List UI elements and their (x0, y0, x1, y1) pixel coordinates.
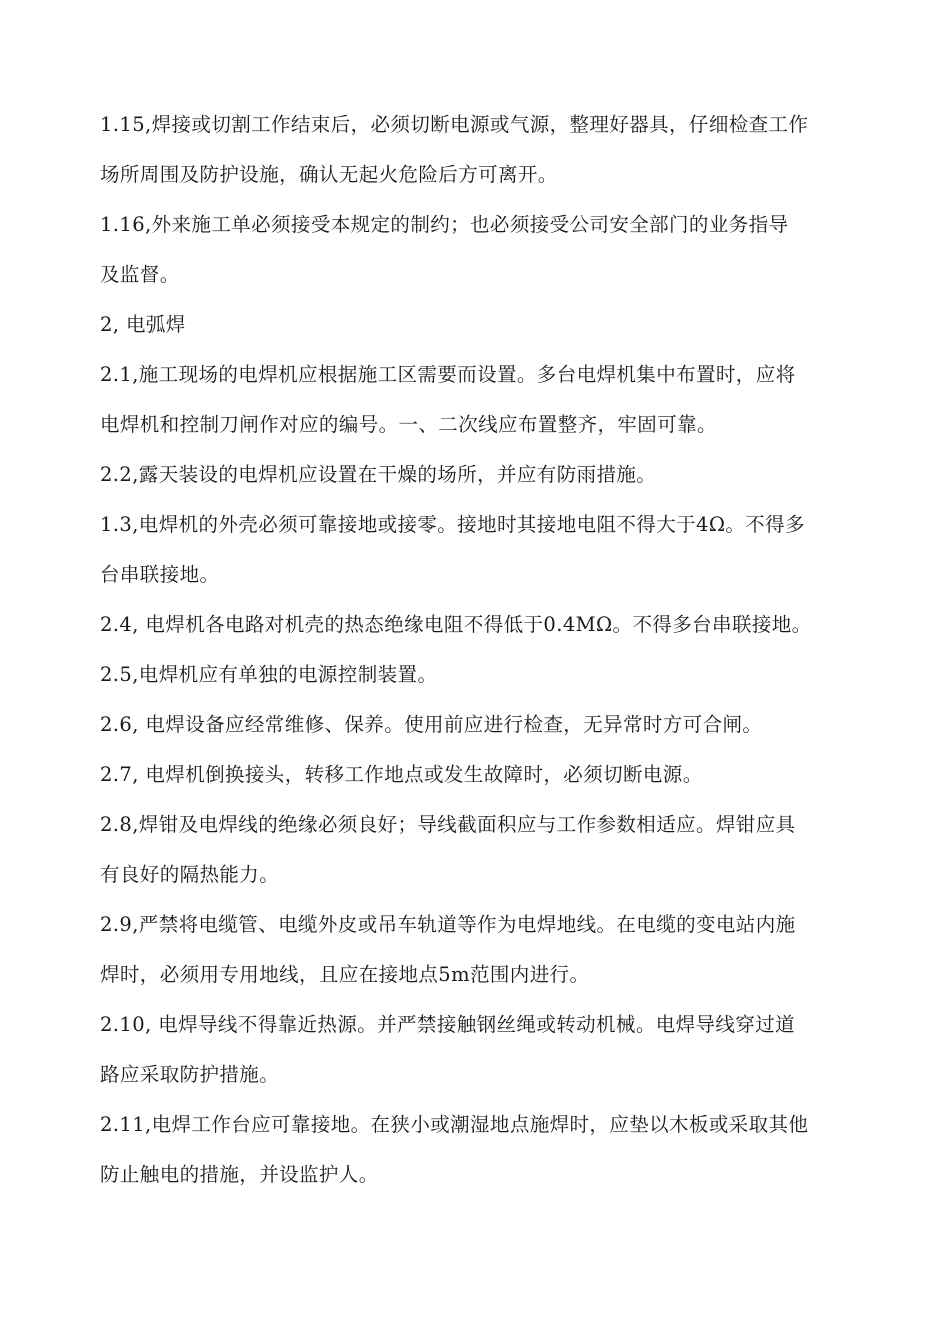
text-line: 台串联接地。 (100, 563, 220, 586)
section-heading: 2, 电弧焊 (100, 313, 186, 336)
text-line: 焊时，必须用专用地线，且应在接地点5m范围内进行。 (100, 963, 590, 986)
text-line: 1.15,焊接或切割工作结束后，必须切断电源或气源，整理好器具，仔细检查工作 (100, 113, 809, 136)
text-line: 2.6, 电焊设备应经常维修、保养。使用前应进行检查，无异常时方可合闸。 (100, 713, 763, 736)
text-line: 2.4, 电焊机各电路对机壳的热态绝缘电阻不得低于0.4MΩ。不得多台串联接地。 (100, 613, 812, 636)
text-line: 2.11,电焊工作台应可靠接地。在狭小或潮湿地点施焊时，应垫以木板或采取其他 (100, 1113, 809, 1136)
text-line: 2.1,施工现场的电焊机应根据施工区需要而设置。多台电焊机集中布置时，应将 (100, 363, 796, 386)
text-line: 2.9,严禁将电缆管、电缆外皮或吊车轨道等作为电焊地线。在电缆的变电站内施 (100, 913, 796, 936)
text-line: 2.8,焊钳及电焊线的绝缘必须良好；导线截面积应与工作参数相适应。焊钳应具 (100, 813, 796, 836)
text-line: 有良好的隔热能力。 (100, 863, 280, 886)
text-line: 2.2,露天装设的电焊机应设置在干燥的场所，并应有防雨措施。 (100, 463, 657, 486)
text-line: 电焊机和控制刀闸作对应的编号。一、二次线应布置整齐，牢固可靠。 (100, 413, 717, 436)
document-body (100, 100, 835, 1200)
text-line: 防止触电的措施，并设监护人。 (100, 1163, 379, 1186)
text-line: 场所周围及防护设施，确认无起火危险后方可离开。 (100, 163, 558, 186)
text-line: 及监督。 (100, 263, 180, 286)
text-line: 路应采取防护措施。 (100, 1063, 280, 1086)
text-line: 2.7, 电焊机倒换接头，转移工作地点或发生故障时，必须切断电源。 (100, 763, 703, 786)
text-line: 1.3,电焊机的外壳必须可靠接地或接零。接地时其接地电阻不得大于4Ω。不得多 (100, 513, 805, 536)
text-line: 2.10, 电焊导线不得靠近热源。并严禁接触钢丝绳或转动机械。电焊导线穿过道 (100, 1013, 796, 1036)
text-line: 1.16,外来施工单必须接受本规定的制约；也必须接受公司安全部门的业务指导 (100, 213, 789, 236)
text-line: 2.5,电焊机应有单独的电源控制装置。 (100, 663, 438, 686)
